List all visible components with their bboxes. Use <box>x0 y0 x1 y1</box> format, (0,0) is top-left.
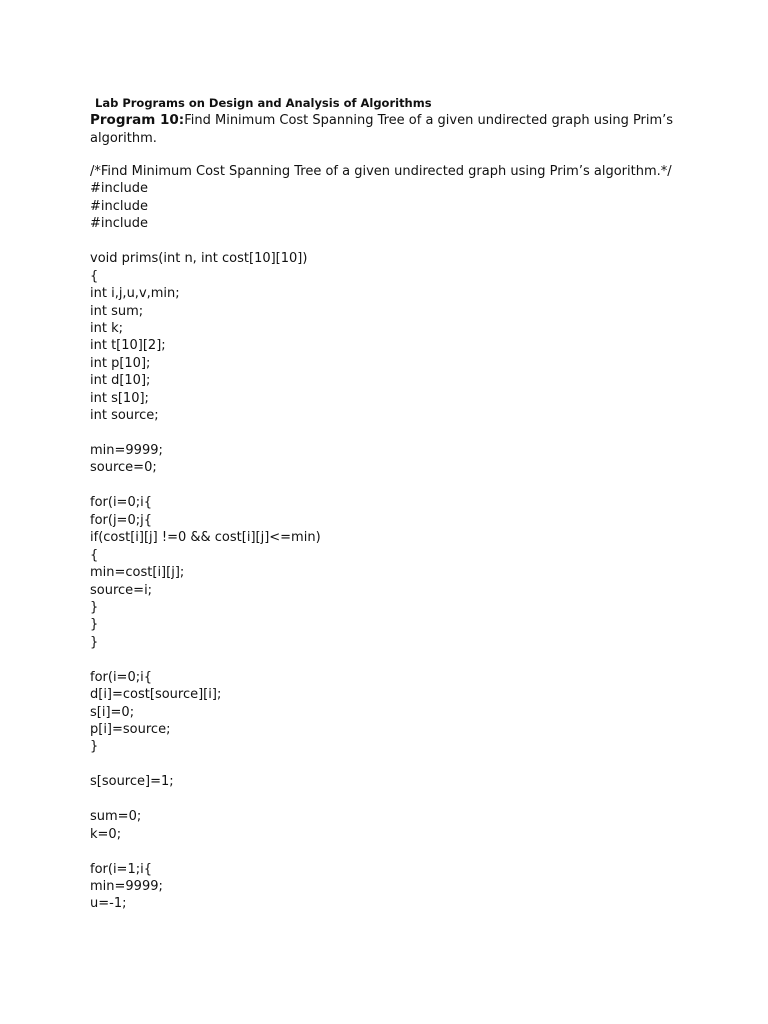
code-line: d[i]=cost[source][i]; <box>90 687 222 703</box>
code-line <box>90 233 672 250</box>
code-line <box>90 425 672 442</box>
code-line: } <box>90 634 99 650</box>
code-line: void prims(int n, int cost[10][10]) <box>90 251 308 267</box>
code-line: s[source]=1; <box>90 774 174 790</box>
code-line: sum=0; <box>90 809 142 825</box>
code-line: if(cost[i][j] !=0 && cost[i][j]<=min) <box>90 530 321 546</box>
program-description: Find Minimum Cost Spanning Tree of a given undirected graph using Prim’s algorithm. <box>90 113 674 146</box>
code-line: min=cost[i][j]; <box>90 565 185 581</box>
code-line: min=9999; <box>90 878 163 894</box>
code-line: min=9999; <box>90 443 163 458</box>
code-line: int sum; <box>90 303 144 319</box>
document-header: Lab Programs on Design and Analysis of Algorithms <box>95 96 432 110</box>
code-line <box>90 651 672 668</box>
code-line: source=i; <box>90 582 153 598</box>
code-line: int p[10]; <box>90 355 151 371</box>
code-block <box>90 163 672 913</box>
code-line: /*Find Minimum Cost Spanning Tree of a given undirected graph using Prim’s algorithm.*/ <box>90 164 672 179</box>
code-line: for(i=1;i{ <box>90 861 152 877</box>
code-line <box>90 756 672 773</box>
code-line: for(i=0;i{ <box>90 669 152 685</box>
code-line: u=-1; <box>90 896 127 912</box>
code-line: #include <box>90 198 148 214</box>
program-label: Program 10: <box>90 112 185 128</box>
code-line: int t[10][2]; <box>90 338 166 354</box>
code-line: source=0; <box>90 460 157 476</box>
code-line: p[i]=source; <box>90 722 171 737</box>
program-heading <box>90 112 690 147</box>
code-line: } <box>90 739 99 755</box>
code-line: k=0; <box>90 826 122 842</box>
code-line: s[i]=0; <box>90 704 135 720</box>
code-line <box>90 843 672 860</box>
code-line <box>90 477 672 494</box>
code-line: { <box>90 268 99 284</box>
code-line: int k; <box>90 320 123 336</box>
code-line: int i,j,u,v,min; <box>90 286 180 302</box>
code-line: } <box>90 599 99 615</box>
code-line <box>90 791 672 808</box>
code-line: #include <box>90 181 148 197</box>
code-line: int d[10]; <box>90 373 151 389</box>
code-line: for(i=0;i{ <box>90 495 152 511</box>
code-line: int s[10]; <box>90 390 149 406</box>
code-line: int source; <box>90 408 159 424</box>
code-line: for(j=0;j{ <box>90 512 152 528</box>
code-line: #include <box>90 216 148 232</box>
code-line: { <box>90 547 99 563</box>
code-line: } <box>90 617 99 633</box>
